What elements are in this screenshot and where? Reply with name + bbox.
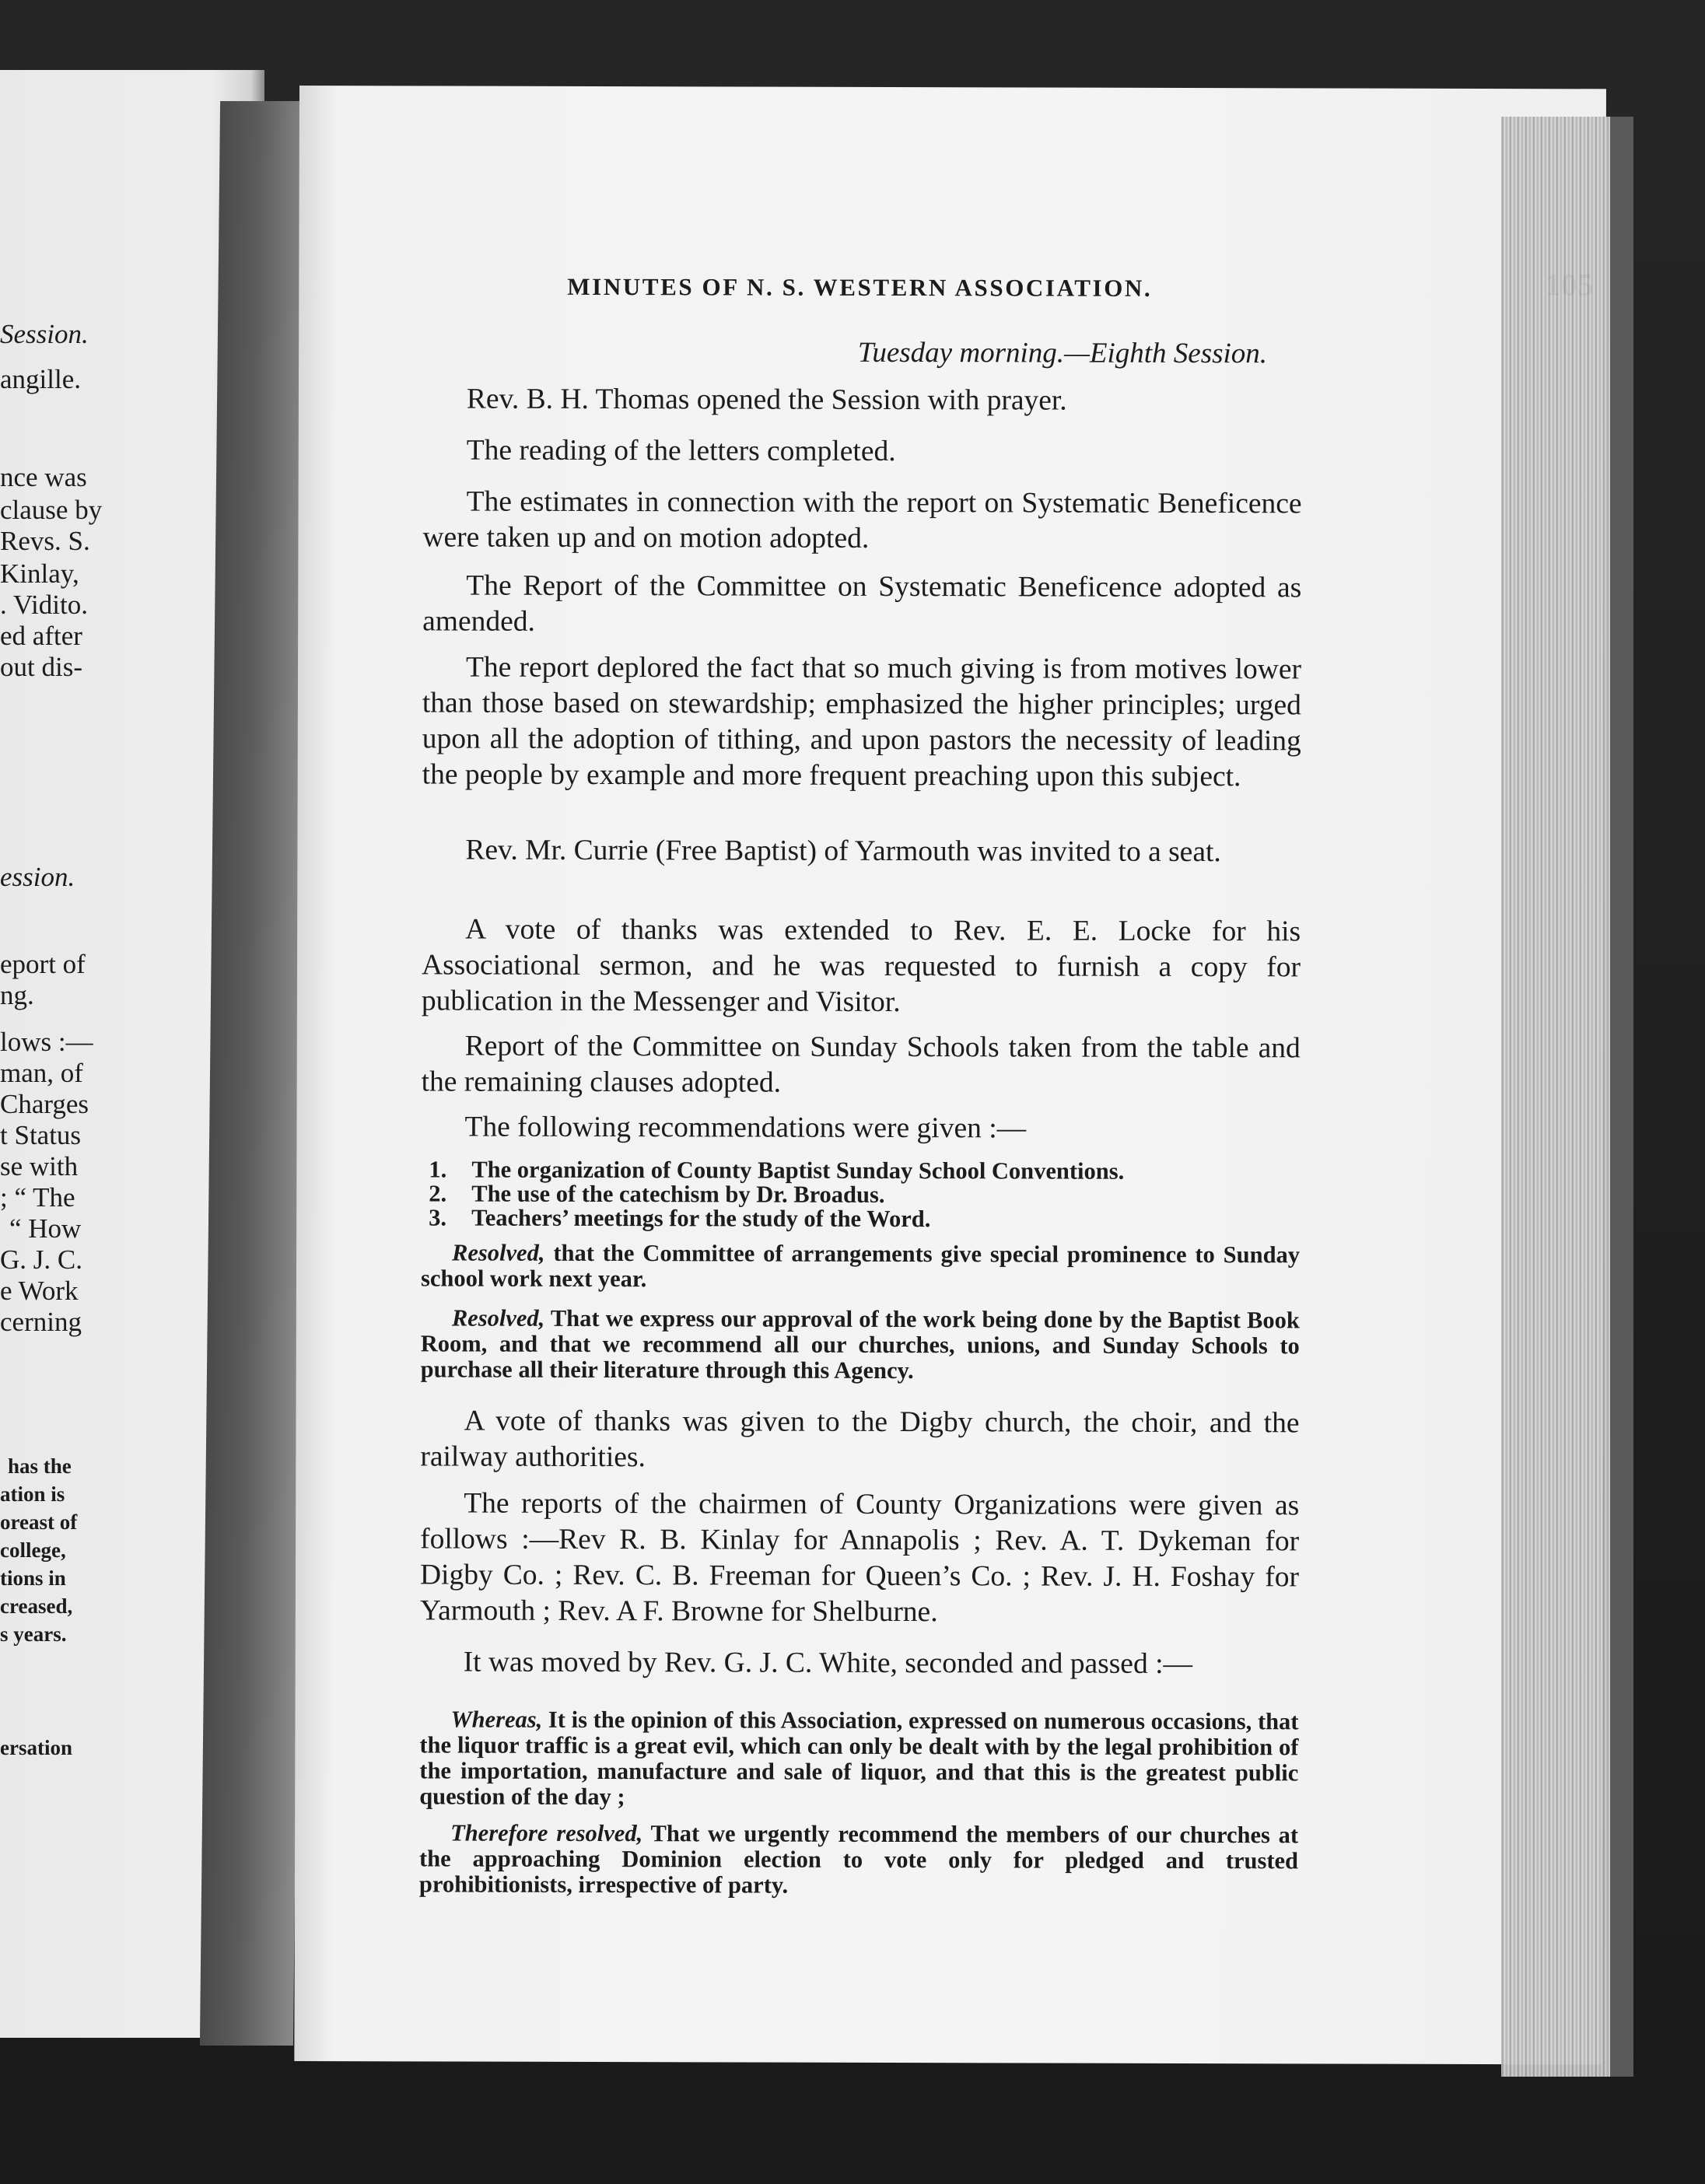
list-text: Teachers’ meetings for the study of the Word. [471,1204,931,1233]
left-line: t Status [0,1120,82,1150]
left-line: cerning [0,1307,82,1337]
left-line: college, [0,1538,66,1562]
whereas-clause [419,1706,1298,1811]
list-text: The organization of County Baptist Sunday School Conventions. [471,1156,1125,1185]
left-line: oreast of [0,1510,78,1534]
left-line: ; “ The [0,1182,75,1213]
left-line: lows :— [0,1027,93,1057]
resolution-text: That we express our approval of the work being done by the Baptist Book Room, and that we recommend all our churches, unions, and Sunday Schools to purchase all their literature through this Agency. [420,1304,1300,1384]
recommendations-list [429,1157,1284,1232]
paragraph: Rev. Mr. Currie (Free Baptist) of Yarmouth was invited to a seat. [465,834,1221,869]
list-text: The use of the catechism by Dr. Broadus. [471,1180,885,1208]
resolution-lead: Resolved, [452,1239,545,1266]
left-line: s years. [0,1622,67,1646]
therefore-lead: Therefore resolved, [450,1819,643,1847]
paragraph: It was moved by Rev. G. J. C. White, seconded and passed :— [463,1646,1193,1681]
resolution [421,1305,1300,1384]
session-heading: Tuesday morning.—Eighth Session. [857,336,1268,370]
left-line: has the [8,1454,72,1478]
left-line: clause by [0,495,103,525]
left-line: out dis- [0,652,82,682]
paragraph: A vote of thanks was extended to Rev. E. E. Locke for his Associational sermon, and he was requested to furnish a copy for publication in the Messenger and Visitor. [421,913,1301,1019]
whereas-lead: Whereas, [450,1706,543,1733]
paragraph: The Report of the Committee on Systematic Beneficence adopted as amended. [422,569,1302,638]
list-number: 3. [429,1204,447,1231]
left-line: ersation [0,1736,72,1759]
paragraph: The estimates in connection with the report on Systematic Beneficence were taken up and on motion adopted. [422,485,1302,555]
left-line: . Vidito. [0,590,88,620]
left-line: ession. [0,862,75,892]
left-line: ng. [0,980,34,1010]
resolution [421,1240,1300,1293]
left-line: G. J. C. [0,1244,82,1275]
left-line: eport of [0,949,86,979]
left-line: creased, [0,1594,73,1618]
running-header [567,264,1594,302]
left-line: man, of [0,1058,83,1088]
paragraph: A vote of thanks was given to the Digby church, the choir, and the railway authorities. [420,1405,1300,1474]
book-page [294,86,1606,2064]
left-line: e Work [0,1276,79,1306]
resolution-text: that the Committee of arrangements give special prominence to Sunday school work next year. [420,1239,1301,1293]
paragraph: The reports of the chairmen of County Organizations were given as follows :—Rev R. B. Kinlay for Annapolis ; Rev. A. T. Dykeman for Digby Co. ; Rev. C. B. Freeman for Queen’s Co. ; Rev. J. H. Foshay for Yarmouth ; Rev. A F. Browne for Shelburne. [419,1487,1300,1629]
left-line: Kinlay, [0,558,79,589]
resolution-lead: Resolved, [451,1304,545,1332]
left-line: ation is [0,1482,65,1506]
left-line: angille. [0,364,81,394]
left-line: se with [0,1151,79,1181]
left-line: tions in [0,1566,66,1590]
left-line: ed after [0,621,82,651]
paragraph: Report of the Committee on Sunday Schools taken from the table and the remaining clauses adopted. [421,1030,1301,1099]
left-line: Session. [0,319,89,349]
left-line: Charges [0,1089,89,1119]
book-spine-shadow [1610,117,1633,2077]
list-item [429,1206,1284,1232]
page-edges [1501,117,1618,2077]
left-line: Revs. S. [0,526,90,556]
left-line: “ How [9,1213,82,1244]
paragraph: Rev. B. H. Thomas opened the Session with prayer. [466,383,1067,417]
list-number: 1. [429,1156,447,1183]
paragraph: The following recommendations were given :— [464,1111,1027,1145]
therefore-text: That we urgently recommend the members of our churches at the approaching Dominion election to vote only for pledged and trusted prohibitionists, irrespective of party. [418,1820,1299,1899]
running-title: MINUTES OF N. S. WESTERN ASSOCIATION. [567,272,1153,302]
paragraph: The report deplored the fact that so much giving is from motives lower than those based on stewardship; emphasized the higher principles; urged upon all the adoption of tithing, and upon pastors the necessity of leading the people by example and more frequent preaching upon this subject. [422,651,1302,793]
therefore-clause [419,1820,1298,1899]
list-number: 2. [429,1180,447,1207]
paragraph: The reading of the letters completed. [466,434,896,468]
whereas-text: It is the opinion of this Association, expressed on numerous occasions, that the liquor traffic is a great evil, which can only be dealt with by the legal prohibition of the importation, manufacture and sale of liquor, and that this is the greatest public question of the day ; [419,1706,1299,1811]
left-line: nce was [0,462,87,492]
